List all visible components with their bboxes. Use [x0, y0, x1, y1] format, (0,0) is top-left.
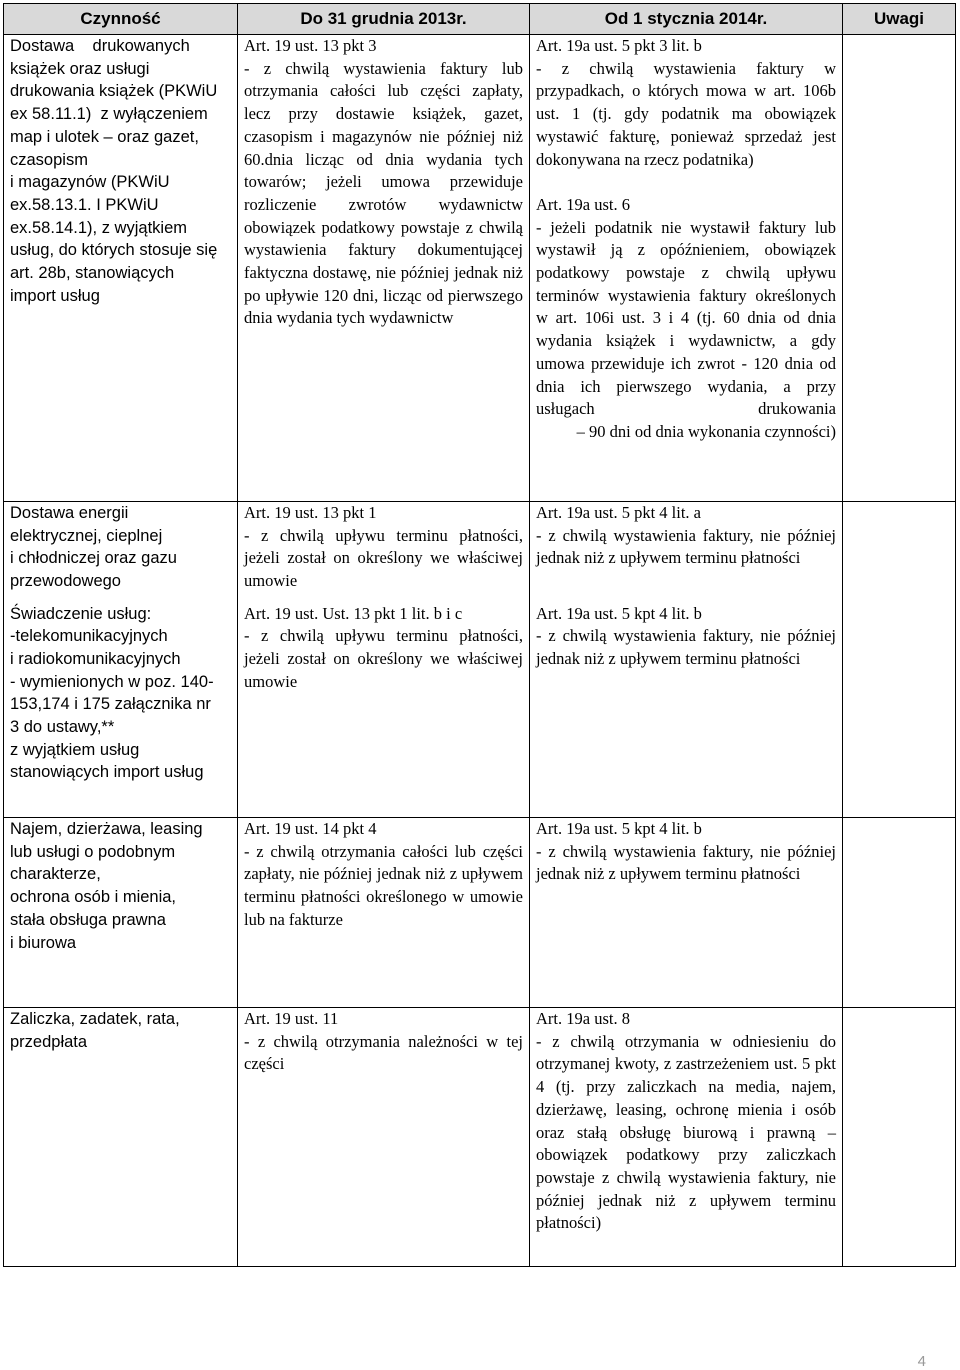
notes-cell [843, 35, 956, 502]
old-rules-cell [238, 818, 530, 1008]
activity-line: drukowania książek (PKWiU [10, 82, 218, 101]
header-activity: Czynność [4, 4, 238, 35]
new-rules-cell [530, 818, 843, 1008]
old-rules-cell [238, 1008, 530, 1267]
new-rule-text: - z chwilą wystawienia faktury, nie później jednak niż z upływem terminu płatności [536, 626, 836, 668]
notes-cell [843, 818, 956, 1008]
activity-line: z wyjątkiem usług [10, 740, 140, 759]
old-rules-cell [238, 603, 530, 818]
activity-cell [4, 603, 238, 818]
old-article-ref: Art. 19 ust. 13 pkt 3 [244, 36, 377, 55]
activity-line: ex 58.11.1) z wyłączeniem [10, 105, 208, 124]
activity-line: usług, do których stosuje się [10, 241, 218, 260]
activity-line: map i ulotek – oraz gazet, [10, 127, 199, 146]
new-rule-text: - z chwilą wystawienia faktury, nie później jednak niż z upływem terminu płatności [536, 525, 836, 568]
new-article-ref: Art. 19a ust. 5 kpt 4 lit. b [536, 819, 702, 838]
activity-line: 153,174 i 175 załącznika nr [10, 695, 211, 714]
activity-line: i chłodniczej oraz gazu [10, 549, 177, 568]
new-rule-text: - z chwilą otrzymania w odniesieniu do otrzymanej kwoty, z zastrzeżeniem ust. 5 pkt 4 (tj. przy zaliczkach na media, najem, dzierżawę, leasing, ochronę mienia i osób oraz stałą obsługę biurową i prawną – obowiązek podatkowy przy zaliczkach powstaje z chwilą wystawienia faktury, nie później jednak niż z upływem terminu płatności) [536, 1031, 836, 1233]
activity-cell [4, 818, 238, 1008]
activity-line: lub usługi o podobnym [10, 842, 176, 861]
notes-cell [843, 502, 956, 603]
new-rules-cell [530, 35, 843, 502]
activity-line: Dostawa drukowanych [10, 37, 190, 55]
table-row-books [4, 35, 956, 502]
activity-line: -telekomunikacyjnych [10, 627, 168, 646]
activity-line: Świadczenie usług: [10, 604, 152, 623]
header-notes: Uwagi [843, 4, 956, 35]
table-row-telecom [4, 603, 956, 818]
page-number: 4 [917, 1353, 926, 1370]
activity-line: art. 28b, stanowiących [10, 264, 175, 283]
vat-obligation-table [3, 3, 956, 1267]
activity-cell [4, 1008, 238, 1267]
activity-line: i biurowa [10, 933, 77, 952]
new-article-ref: Art. 19a ust. 5 kpt 4 lit. b [536, 603, 702, 623]
header-old-rules: Do 31 grudnia 2013r. [238, 4, 530, 35]
old-rule-text: - z chwilą upływu terminu płatności, jeżeli został on określony we właściwej umowie [244, 525, 523, 591]
activity-line: charakterze, [10, 865, 101, 884]
activity-line: książek oraz usługi [10, 59, 150, 78]
activity-line: czasopism [10, 150, 88, 169]
activity-line: Dostawa energii [10, 504, 129, 522]
new-rule-text: - z chwilą wystawienia faktury w przypadkach, o których mowa w art. 106b ust. 1 (tj. gdy podatnik ma obowiązek wystawić fakturę, ponieważ sprzedaż jest dokonywana na rzecz podatnika) [536, 58, 836, 169]
old-rule-text: - z chwilą wystawienia faktury lub otrzymania całości lub części zapłaty, lecz przy dostawie książek, gazet, czasopism i magazynów nie później niż 60.dnia licząc od dnia wydania tych towarów; jeżeli umowa przewiduje rozliczenie zwrotów wydawnictw obowiązek podatkowy powstaje z chwilą wystawienia faktury dokumentującej faktyczna dostawę, nie później jednak niż po upływie 120 dni, licząc od pierwszego dnia wydania tych wydawnictw [244, 58, 523, 328]
new-rule-text: - z chwilą wystawienia faktury, nie później jednak niż z upływem terminu płatności [536, 841, 836, 884]
activity-line: przedpłata [10, 1032, 88, 1051]
new-rule-text: - jeżeli podatnik nie wystawił faktury lub wystawił ją z opóźnieniem, obowiązek podatkowy powstaje z chwilą upływu terminów wystawienia faktury określonych w art. 106i ust. 3 i 4 (tj. 60 dnia od dnia wydania książek i wydawnictw, a gdy umowa przewiduje ich zwrot - 120 dnia od dnia ich pierwszego wydania, a przy usługach drukowania [536, 217, 836, 419]
new-article-ref: Art. 19a ust. 5 pkt 3 lit. b [536, 36, 702, 55]
header-row [4, 4, 956, 35]
table-row-advance [4, 1008, 956, 1267]
new-article-ref: Art. 19a ust. 8 [536, 1009, 630, 1028]
activity-line: elektrycznej, cieplnej [10, 526, 163, 545]
old-rule-text: - z chwilą otrzymania należności w tej części [244, 1031, 523, 1074]
old-rule-text: - z chwilą upływu terminu płatności, jeżeli został on określony we właściwej umowie [244, 626, 523, 691]
activity-line: ex.58.13.1. I PKWiU [10, 195, 159, 214]
table-row-energy [4, 502, 956, 603]
activity-line: i radiokomunikacyjnych [10, 649, 181, 668]
activity-line: import usług [10, 286, 100, 305]
old-article-ref: Art. 19 ust. Ust. 13 pkt 1 lit. b i c [244, 603, 463, 623]
old-article-ref: Art. 19 ust. 13 pkt 1 [244, 503, 377, 522]
new-rules-cell [530, 603, 843, 818]
old-article-ref: Art. 19 ust. 11 [244, 1009, 339, 1028]
activity-line: i magazynów (PKWiU [10, 173, 170, 192]
old-article-ref: Art. 19 ust. 14 pkt 4 [244, 819, 377, 838]
new-article-ref: Art. 19a ust. 6 [536, 194, 630, 214]
activity-line: stała obsługa prawna [10, 910, 166, 929]
activity-line: ex.58.14.1), z wyjątkiem [10, 218, 187, 237]
activity-line: Zaliczka, zadatek, rata, [10, 1010, 180, 1028]
new-article-ref: Art. 19a ust. 5 pkt 4 lit. a [536, 503, 701, 522]
old-rule-text: - z chwilą otrzymania całości lub części zapłaty, nie później jednak niż z upływem terminu płatności określonego w umowie lub na fakturze [244, 841, 523, 929]
new-rule-text-end: – 90 dni od dnia wykonania czynności) [576, 421, 836, 441]
new-rules-cell [530, 502, 843, 603]
activity-line: przewodowego [10, 572, 121, 591]
activity-line: stanowiących import usług [10, 763, 204, 782]
old-rules-cell [238, 35, 530, 502]
new-rules-cell [530, 1008, 843, 1267]
table-row-lease [4, 818, 956, 1008]
old-rules-cell [238, 502, 530, 603]
activity-line: 3 do ustawy,** [10, 718, 115, 737]
notes-cell [843, 603, 956, 818]
activity-cell [4, 502, 238, 603]
header-new-rules: Od 1 stycznia 2014r. [530, 4, 843, 35]
activity-line: - wymienionych w poz. 140- [10, 672, 214, 691]
activity-line: ochrona osób i mienia, [10, 888, 177, 907]
activity-cell [4, 35, 238, 502]
activity-line: Najem, dzierżawa, leasing [10, 820, 203, 838]
notes-cell [843, 1008, 956, 1267]
